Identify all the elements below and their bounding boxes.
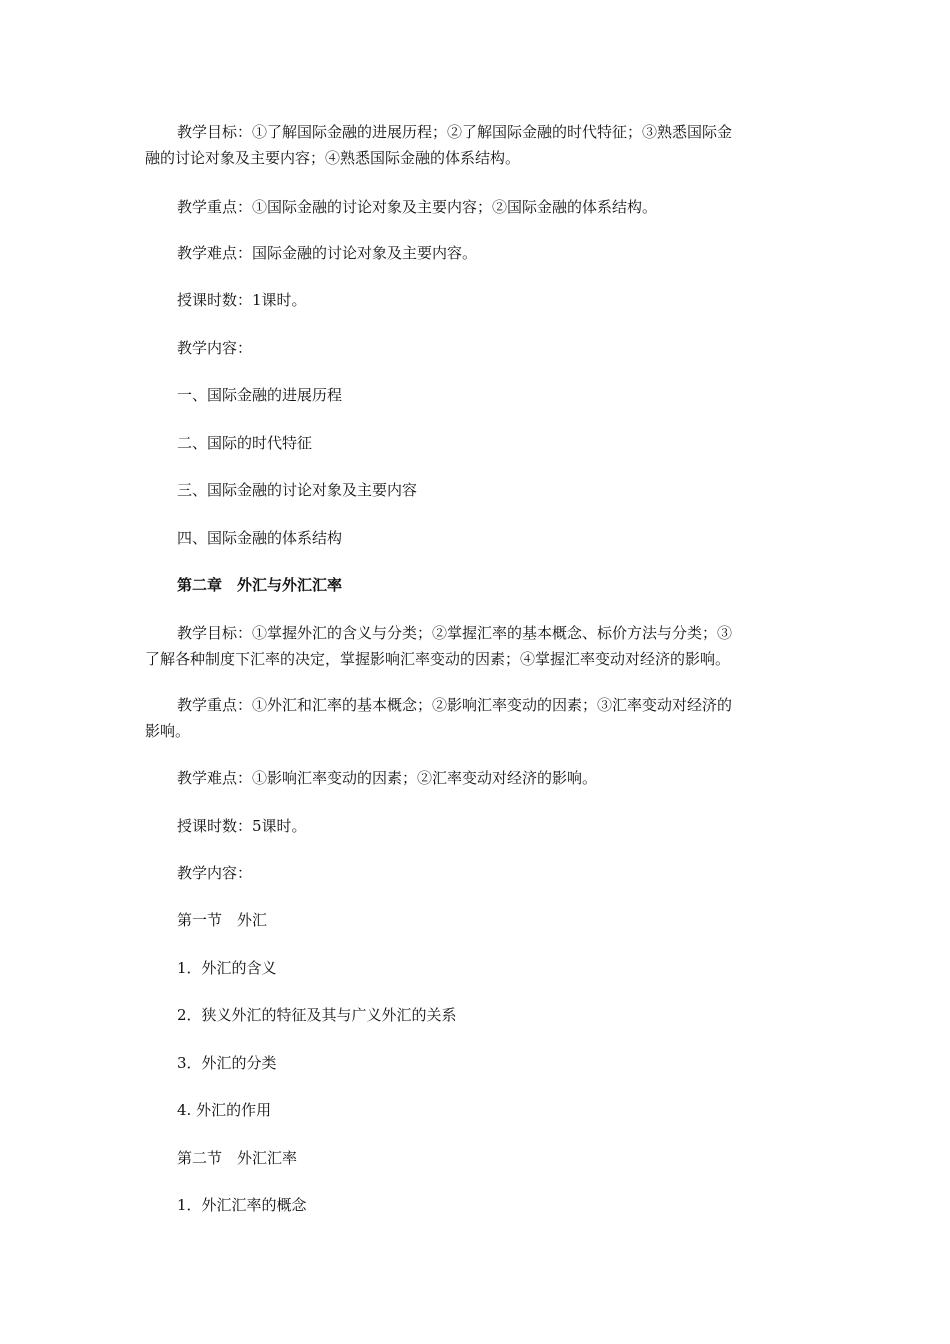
intro-list-item: 四、国际金融的体系结构: [177, 529, 343, 547]
chapter2-hours: 授课时数：5课时。: [177, 817, 307, 835]
chapter2-teaching-goal-line2: 了解各种制度下汇率的决定，掌握影响汇率变动的因素；④掌握汇率变动对经济的影响。: [145, 650, 731, 668]
chapter2-key-points-line2: 影响。: [145, 722, 191, 740]
intro-teaching-goal-line1: 教学目标：①了解国际金融的进展历程；②了解国际金融的时代特征；③熟悉国际金: [177, 123, 733, 141]
intro-list-item: 三、国际金融的讨论对象及主要内容: [177, 481, 418, 499]
chapter2-title: 第二章 外汇与外汇汇率: [177, 576, 343, 594]
intro-key-points: 教学重点：①国际金融的讨论对象及主要内容；②国际金融的体系结构。: [177, 198, 658, 216]
chapter2-teaching-goal-line1: 教学目标：①掌握外汇的含义与分类；②掌握汇率的基本概念、标价方法与分类；③: [177, 624, 733, 642]
section2-list-item: 1．外汇汇率的概念: [177, 1196, 307, 1214]
intro-list-item: 二、国际的时代特征: [177, 434, 313, 452]
chapter2-difficulties: 教学难点：①影响汇率变动的因素；②汇率变动对经济的影响。: [177, 769, 598, 787]
section1-list-item: 2．狭义外汇的特征及其与广义外汇的关系: [177, 1006, 457, 1024]
section1-list-item: 4. 外汇的作用: [177, 1101, 272, 1119]
intro-teaching-goal-line2: 融的讨论对象及主要内容；④熟悉国际金融的体系结构。: [145, 149, 521, 167]
section1-list-item: 1．外汇的含义: [177, 959, 277, 977]
intro-list-item: 一、国际金融的进展历程: [177, 386, 343, 404]
section2-title: 第二节 外汇汇率: [177, 1149, 298, 1167]
section1-list-item: 3．外汇的分类: [177, 1054, 277, 1072]
chapter2-content-label: 教学内容：: [177, 864, 253, 882]
section1-title: 第一节 外汇: [177, 911, 268, 929]
intro-difficulties: 教学难点：国际金融的讨论对象及主要内容。: [177, 244, 478, 262]
intro-content-label: 教学内容：: [177, 339, 253, 357]
intro-hours: 授课时数：1课时。: [177, 291, 307, 309]
chapter2-key-points-line1: 教学重点：①外汇和汇率的基本概念；②影响汇率变动的因素；③汇率变动对经济的: [177, 696, 733, 714]
